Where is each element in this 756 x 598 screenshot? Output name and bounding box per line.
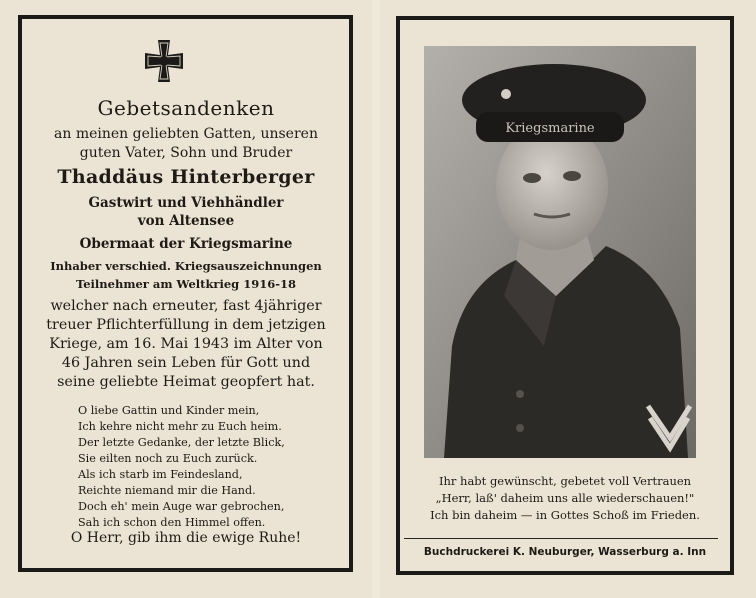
body-line: Kriege, am 16. Mai 1943 im Alter von xyxy=(49,336,323,352)
closing-prayer: O Herr, gib ihm die ewige Ruhe! xyxy=(70,530,302,546)
verse-line: Sah ich schon den Himmel offen. xyxy=(78,516,266,529)
verse-line: Reichte niemand mir die Hand. xyxy=(78,484,256,497)
caption-line: „Herr, laß' daheim uns alle wiederschauen!" xyxy=(435,491,695,505)
verse-line: Als ich starb im Feindesland, xyxy=(78,468,243,481)
iron-cross-icon xyxy=(141,38,187,84)
body-line: welcher nach erneuter, fast 4jähriger xyxy=(50,298,322,314)
divider xyxy=(404,538,718,539)
cap-band-text: Kriegsmarine xyxy=(505,121,595,136)
portrait-photo xyxy=(424,46,696,458)
honors-line: Teilnehmer am Weltkrieg 1916-18 xyxy=(75,277,297,291)
occupation: Gastwirt und Viehhändler xyxy=(88,195,284,211)
body-line: treuer Pflichterfüllung in dem jetzigen xyxy=(46,317,326,333)
verse-line: Sie eilten noch zu Euch zurück. xyxy=(78,452,258,465)
origin: von Altensee xyxy=(137,213,235,229)
verse-line: Doch eh' mein Auge war gebrochen, xyxy=(78,500,285,513)
body-line: seine geliebte Heimat geopfert hat. xyxy=(57,374,315,390)
printer-imprint: Buchdruckerei K. Neuburger, Wasserburg a. Inn xyxy=(423,546,707,558)
dedication-line: guten Vater, Sohn und Bruder xyxy=(79,145,293,161)
deceased-name: Thaddäus Hinterberger xyxy=(57,166,315,188)
memorial-title: Gebetsandenken xyxy=(97,96,275,120)
verse-line: O liebe Gattin und Kinder mein, xyxy=(78,404,260,417)
body-line: 46 Jahren sein Leben für Gott und xyxy=(61,355,311,371)
caption-line: Ihr habt gewünscht, gebetet voll Vertrauen xyxy=(438,474,692,488)
dedication-line: an meinen geliebten Gatten, unseren xyxy=(54,126,318,142)
honors-line: Inhaber verschied. Kriegsauszeichnungen xyxy=(50,259,322,273)
memorial-text-card xyxy=(0,0,372,598)
memorial-photo-card xyxy=(380,0,756,598)
military-rank: Obermaat der Kriegsmarine xyxy=(79,236,293,252)
verse-line: Ich kehre nicht mehr zu Euch heim. xyxy=(78,420,282,433)
verse-line: Der letzte Gedanke, der letzte Blick, xyxy=(78,436,285,449)
caption-line: Ich bin daheim — in Gottes Schoß im Frieden. xyxy=(430,508,700,522)
